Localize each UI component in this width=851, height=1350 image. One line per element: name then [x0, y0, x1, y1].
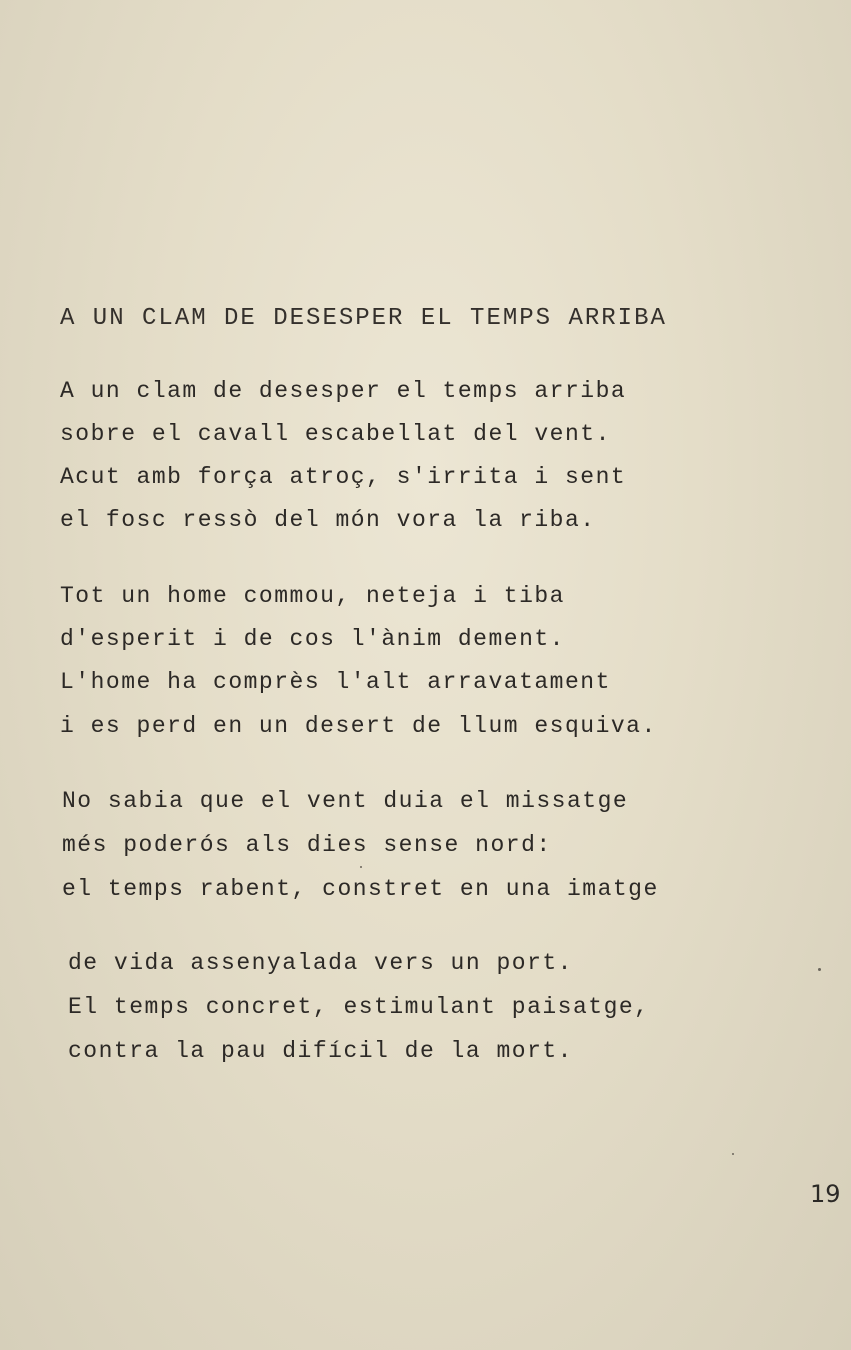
poem-line: sobre el cavall escabellat del vent. — [60, 421, 611, 447]
poem-line: Acut amb força atroç, s'irrita i sent — [60, 464, 627, 490]
poem-line: de vida assenyalada vers un port. — [68, 950, 573, 976]
poem-line: el temps rabent, constret en una imatge — [62, 876, 659, 902]
poem-line: No sabia que el vent duia el missatge — [62, 788, 629, 814]
poem-line: contra la pau difícil de la mort. — [68, 1038, 573, 1064]
poem-line: Tot un home commou, neteja i tiba — [60, 583, 565, 609]
poem-line: L'home ha comprès l'alt arravatament — [60, 669, 611, 695]
paper-speck — [818, 968, 821, 971]
poem-title: A UN CLAM DE DESESPER EL TEMPS ARRIBA — [60, 305, 667, 332]
poem-line: més poderós als dies sense nord: — [62, 832, 552, 858]
poem-line: A un clam de desesper el temps arriba — [60, 378, 627, 404]
paper-speck — [360, 866, 362, 868]
page-number: 19 — [810, 1180, 841, 1208]
poem-line: d'esperit i de cos l'ànim dement. — [60, 626, 565, 652]
paper-speck — [732, 1153, 734, 1155]
poem-line: i es perd en un desert de llum esquiva. — [60, 713, 657, 739]
poem-line: El temps concret, estimulant paisatge, — [68, 994, 650, 1020]
poem-line: el fosc ressò del món vora la riba. — [60, 507, 596, 533]
